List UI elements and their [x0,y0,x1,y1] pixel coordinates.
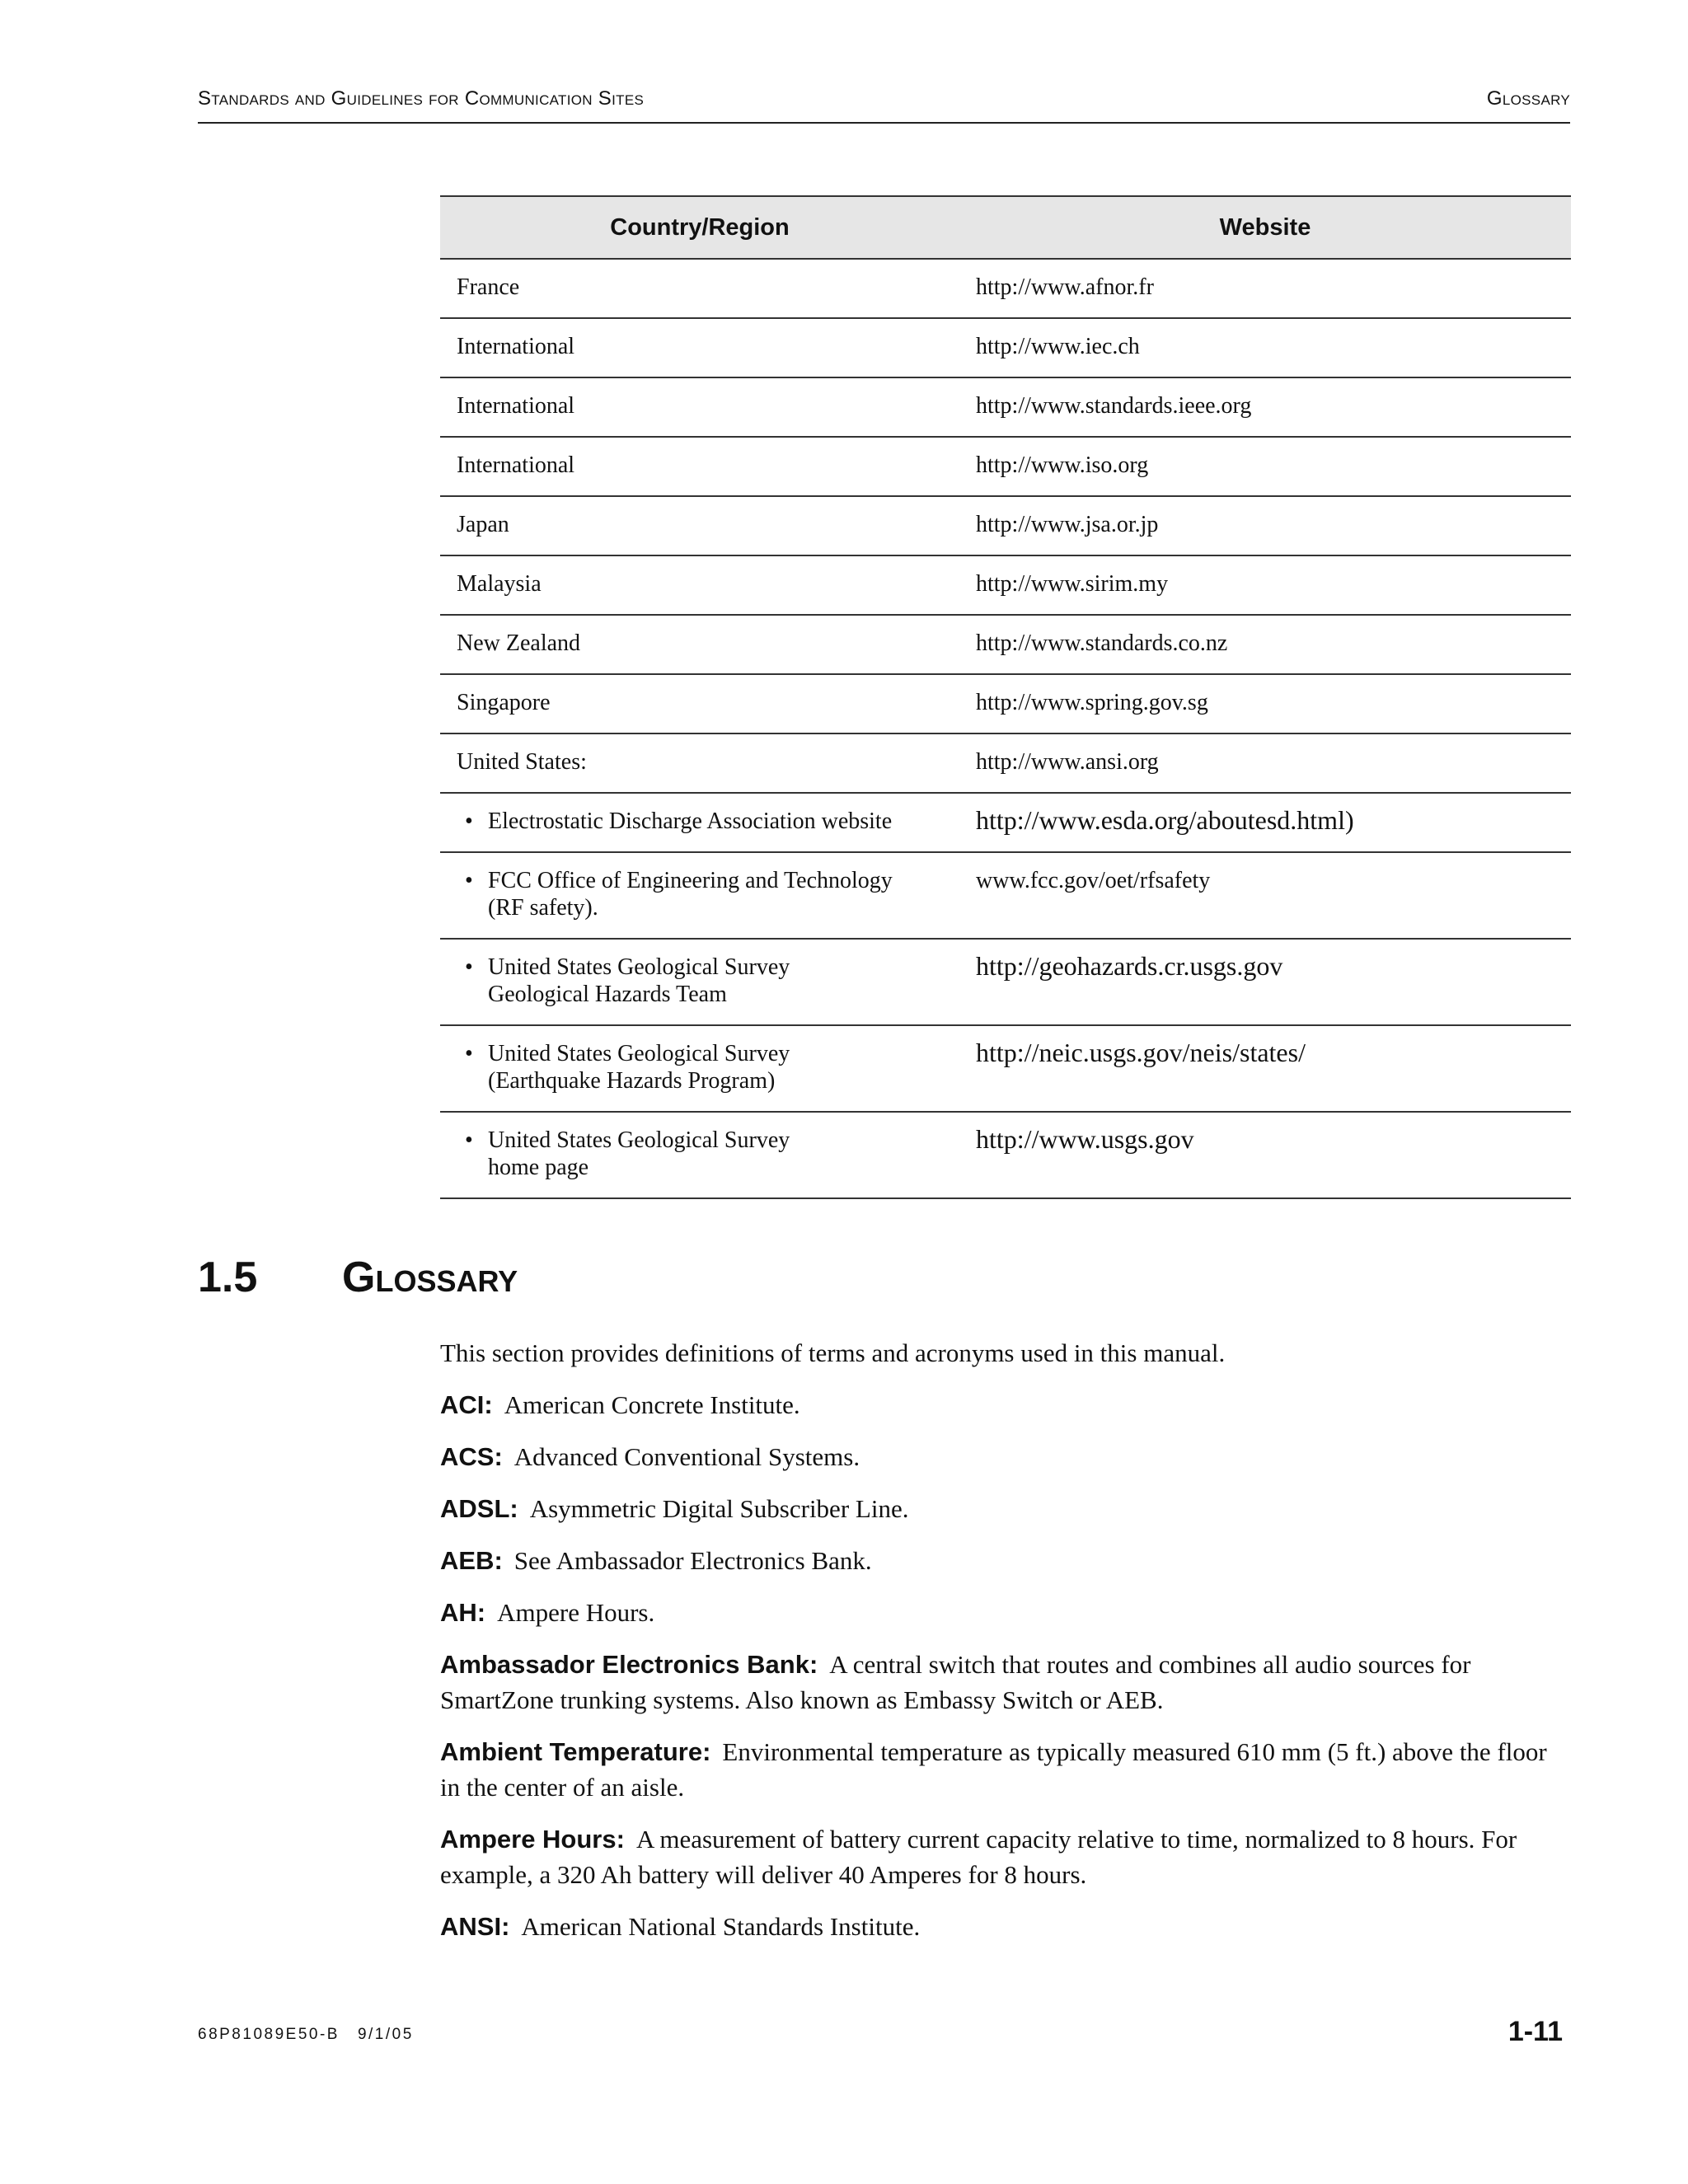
glossary-term: ACI: [440,1390,493,1419]
website-cell: http://www.iso.org [959,437,1571,496]
table-row [440,555,1571,615]
country-cell: International [440,437,959,496]
bullet: • [465,1041,473,1066]
organization-cell [440,939,959,1025]
glossary-entry [440,1909,1571,1944]
table-row [440,615,1571,674]
website-cell: http://geohazards.cr.usgs.gov [959,939,1571,1025]
table-row [440,733,1571,793]
website-cell: http://www.jsa.or.jp [959,496,1571,555]
bullet: • [465,808,473,834]
page-number: 1-11 [1507,2016,1563,2047]
glossary-definition: A measurement of battery current capacity relative to time, normalized to 8 hours. For example, a 320 Ah battery will deliver 40 Amperes for 8 hours. [440,1825,1517,1889]
glossary-term: Ambient Temperature: [440,1737,711,1766]
footer-doc-info [198,2026,414,2044]
table-subrow [440,1112,1571,1198]
glossary-definition: American Concrete Institute. [504,1390,800,1419]
header-section-name: Glossary [1486,87,1570,110]
website-cell: http://www.spring.gov.sg [959,674,1571,733]
organization-name: United States Geological Survey [488,1041,790,1066]
country-cell: International [440,318,959,377]
glossary-term: AEB: [440,1546,503,1575]
glossary-term: Ampere Hours: [440,1825,625,1854]
glossary-entry [440,1439,1571,1474]
column-header-country: Country/Region [440,196,959,259]
glossary-term: ACS: [440,1442,503,1471]
standards-websites-table [440,195,1571,1199]
glossary-term: ANSI: [440,1912,510,1941]
website-cell: http://www.standards.ieee.org [959,377,1571,437]
glossary-term: AH: [440,1598,486,1627]
organization-name: FCC Office of Engineering and Technology [488,868,893,893]
organization-name: United States Geological Survey [488,954,790,980]
glossary-entry [440,1491,1571,1526]
organization-name-line-2: (RF safety). [488,895,598,921]
section-title: Glossary [342,1254,518,1301]
table-subrow [440,939,1571,1025]
organization-cell [440,793,959,852]
bullet: • [465,1127,473,1153]
glossary-body [440,1335,1571,1961]
document-number: 68P81089E50-B [198,2026,340,2043]
glossary-definition: Advanced Conventional Systems. [513,1442,860,1471]
glossary-entry [440,1734,1571,1805]
bullet: • [465,868,473,893]
country-cell: Malaysia [440,555,959,615]
country-cell: International [440,377,959,437]
country-cell: United States: [440,733,959,793]
column-header-website: Website [959,196,1571,259]
table-row [440,496,1571,555]
website-cell: http://www.usgs.gov [959,1112,1571,1198]
glossary-entry [440,1387,1571,1422]
country-cell: New Zealand [440,615,959,674]
section-intro: This section provides definitions of terms and acronyms used in this manual. [440,1338,1226,1367]
glossary-entry [440,1647,1571,1718]
header-document-title: Standards and Guidelines for Communication Sites [198,87,645,110]
website-cell: http://www.sirim.my [959,555,1571,615]
table-row [440,377,1571,437]
organization-name: Electrostatic Discharge Association website [488,808,893,834]
website-cell: http://neic.usgs.gov/neis/states/ [959,1025,1571,1112]
table-header-row [440,196,1571,259]
country-cell: France [440,259,959,318]
organization-cell [440,852,959,939]
glossary-definition: A central switch that routes and combines all audio sources for SmartZone trunking systems. Also known as Embassy Switch or AEB. [440,1650,1471,1714]
section-number: 1.5 [198,1254,258,1301]
organization-name-line-2: Geological Hazards Team [488,982,727,1007]
table-row [440,437,1571,496]
organization-cell [440,1112,959,1198]
glossary-term: Ambassador Electronics Bank: [440,1650,818,1679]
glossary-entry [440,1821,1571,1892]
glossary-definition: American National Standards Institute. [521,1912,921,1941]
running-header [198,87,1570,124]
website-cell: http://www.standards.co.nz [959,615,1571,674]
website-cell: http://www.iec.ch [959,318,1571,377]
organization-name-line-2: home page [488,1155,589,1180]
glossary-entry [440,1543,1571,1578]
table-row [440,259,1571,318]
glossary-definition: Asymmetric Digital Subscriber Line. [529,1494,909,1523]
bullet: • [465,954,473,980]
website-cell: http://www.esda.org/aboutesd.html) [959,793,1571,852]
table-row [440,318,1571,377]
table-row [440,674,1571,733]
glossary-definition: See Ambassador Electronics Bank. [513,1546,872,1575]
table-subrow [440,793,1571,852]
organization-name: United States Geological Survey [488,1127,790,1153]
country-cell: Japan [440,496,959,555]
website-cell: http://www.ansi.org [959,733,1571,793]
glossary-definition: Environmental temperature as typically measured 610 mm (5 ft.) above the floor in the center of an aisle. [440,1737,1547,1802]
document-date: 9/1/05 [357,2026,414,2043]
glossary-term: ADSL: [440,1494,518,1523]
glossary-entry [440,1595,1571,1630]
website-cell: http://www.afnor.fr [959,259,1571,318]
table-subrow [440,852,1571,939]
organization-cell [440,1025,959,1112]
website-cell: www.fcc.gov/oet/rfsafety [959,852,1571,939]
table-subrow [440,1025,1571,1112]
organization-name-line-2: (Earthquake Hazards Program) [488,1068,776,1094]
glossary-definition: Ampere Hours. [497,1598,655,1627]
country-cell: Singapore [440,674,959,733]
